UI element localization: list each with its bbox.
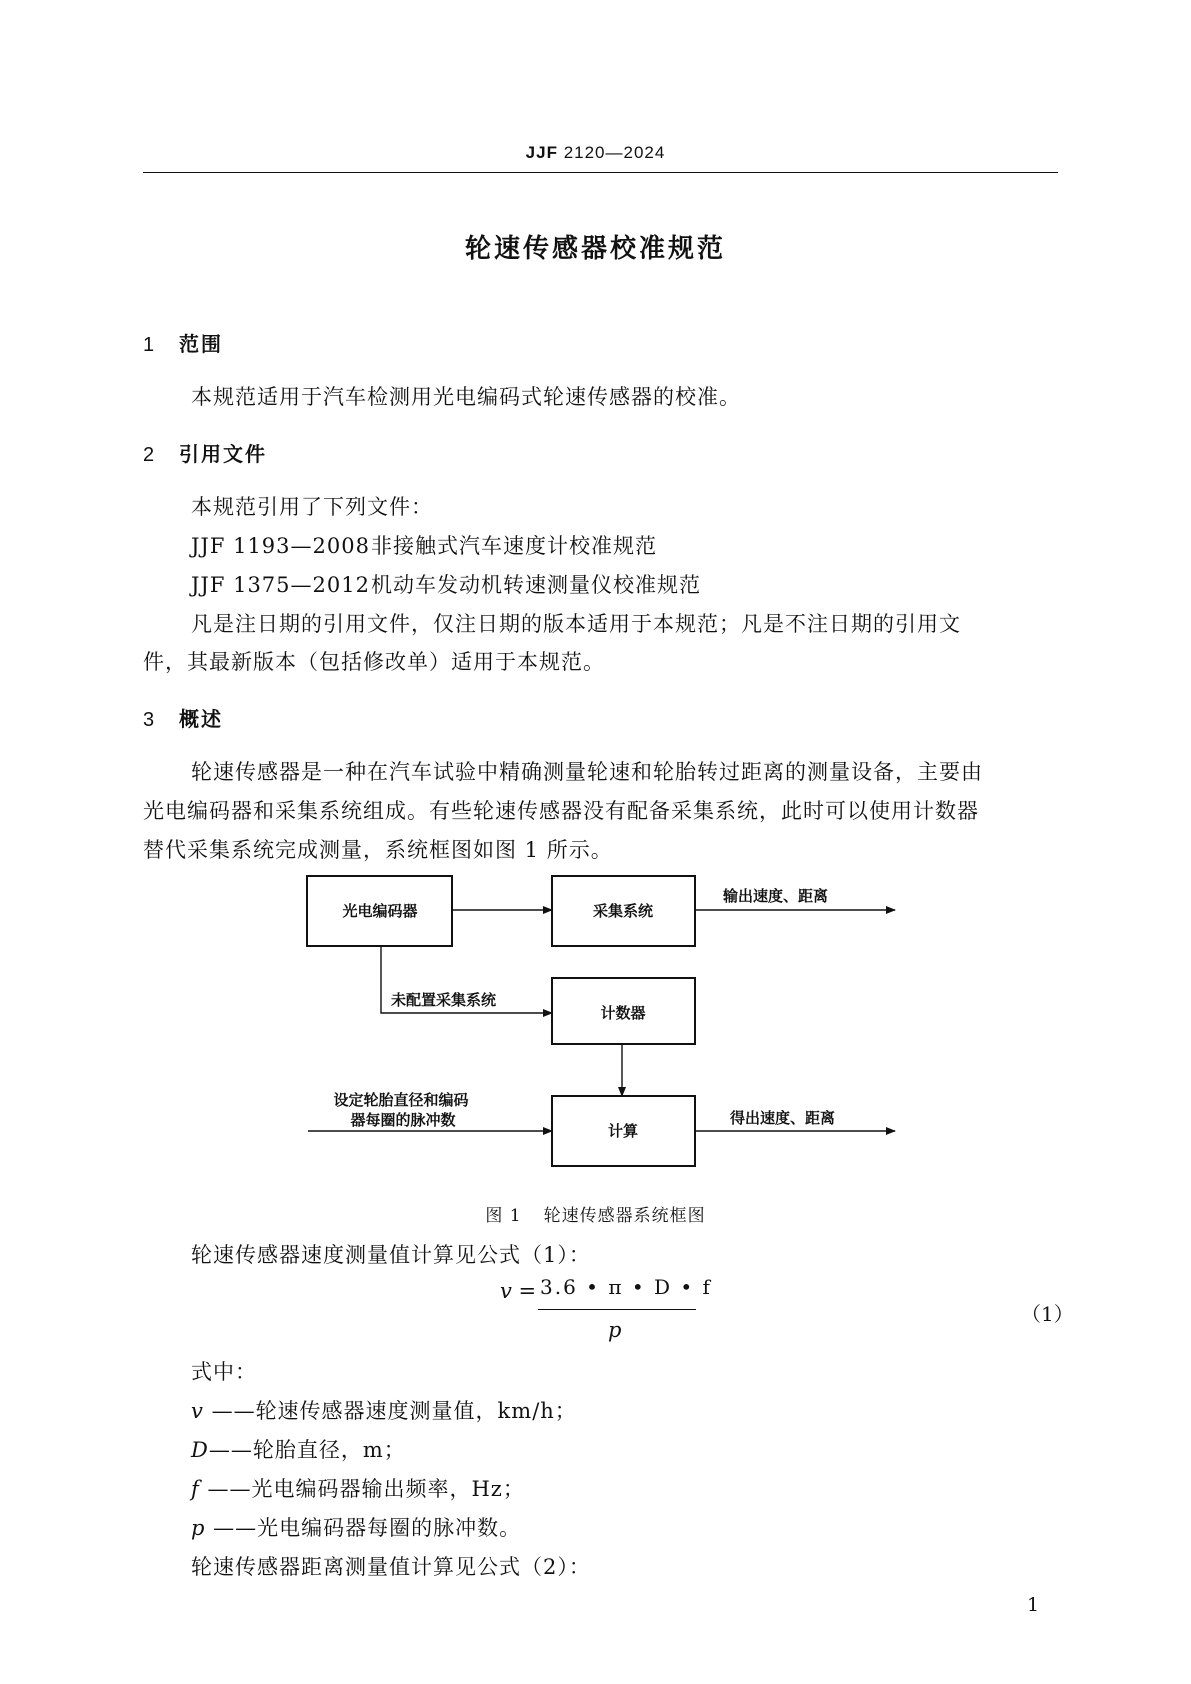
reference-note-line2: 件，其最新版本（包括修改单）适用于本规范。 — [143, 650, 605, 674]
page-number: 1 — [1027, 1594, 1040, 1616]
encoder-label: 光电编码器 — [342, 902, 418, 920]
variable-symbol: p — [191, 1516, 206, 1540]
formula-lhs: v = — [500, 1279, 537, 1303]
output2-label: 得出速度、距离 — [730, 1109, 836, 1127]
document-title: 轮速传感器校准规范 — [464, 234, 726, 264]
section-1-paragraph: 本规范适用于汽车检测用光电编码式轮速传感器的校准。 — [191, 385, 741, 409]
figure-title: 轮速传感器系统框图 — [543, 1206, 706, 1226]
variable-symbol: v — [191, 1399, 204, 1423]
variable-description: ——轮速传感器速度测量值，km/h； — [211, 1399, 577, 1423]
fraction-bar — [538, 1309, 696, 1310]
reference-note-line1: 凡是注日期的引用文件，仅注日期的版本适用于本规范；凡是不注日期的引用文 — [191, 612, 961, 636]
formula-intro: 轮速传感器速度测量值计算见公式（1）： — [191, 1243, 591, 1267]
variable-item — [191, 1473, 525, 1503]
calc-label: 计算 — [607, 1122, 639, 1140]
output1-label: 输出速度、距离 — [723, 887, 829, 905]
standard-prefix: JJF — [525, 143, 558, 162]
references-intro: 本规范引用了下列文件： — [191, 495, 433, 519]
variable-symbol: f — [191, 1477, 200, 1501]
no-acquisition-label: 未配置采集系统 — [391, 991, 497, 1009]
formula-denominator: p — [608, 1318, 622, 1342]
variable-item — [191, 1395, 577, 1425]
variable-item — [191, 1512, 521, 1542]
where-label: 式中： — [191, 1360, 257, 1384]
variable-item — [191, 1434, 406, 1464]
variable-description: ——光电编码器输出频率，Hz； — [207, 1477, 525, 1501]
reference-name: 非接触式汽车速度计校准规范 — [371, 534, 657, 558]
section-title: 概述 — [179, 707, 223, 731]
figure-number: 图 1 — [485, 1206, 522, 1226]
acquisition-label: 采集系统 — [592, 902, 654, 920]
figure-caption — [0, 1201, 1191, 1226]
equation-number: （1） — [1021, 1302, 1074, 1326]
section-number: 2 — [143, 444, 157, 466]
overview-line1: 轮速传感器是一种在汽车试验中精确测量轮速和轮胎转过距离的测量设备，主要由 — [191, 760, 983, 784]
variable-symbol: D — [191, 1438, 209, 1462]
overview-line2: 光电编码器和采集系统组成。有些轮速传感器没有配备采集系统，此时可以使用计数器 — [143, 799, 979, 823]
section-title: 范围 — [179, 332, 223, 356]
standard-number: 2120—2024 — [563, 143, 666, 162]
input-label-line2: 器每圈的脉冲数 — [350, 1111, 456, 1129]
variable-description: ——轮胎直径，m； — [208, 1438, 406, 1462]
reference-code: JJF 1375—2012 — [191, 573, 370, 597]
overview-line3: 替代采集系统完成测量，系统框图如图 1 所示。 — [143, 838, 613, 862]
section-number: 3 — [143, 709, 157, 731]
formula-numerator: 3.6 • π • D • f — [540, 1275, 712, 1299]
variable-description: ——光电编码器每圈的脉冲数。 — [213, 1516, 522, 1540]
formula2-intro: 轮速传感器距离测量值计算见公式（2）： — [191, 1555, 591, 1579]
counter-label: 计数器 — [600, 1004, 646, 1022]
reference-name: 机动车发动机转速测量仪校准规范 — [371, 573, 701, 597]
input-label-line1: 设定轮胎直径和编码 — [333, 1091, 469, 1109]
reference-code: JJF 1193—2008 — [191, 534, 370, 558]
section-number: 1 — [143, 334, 157, 356]
section-title: 引用文件 — [179, 442, 267, 466]
